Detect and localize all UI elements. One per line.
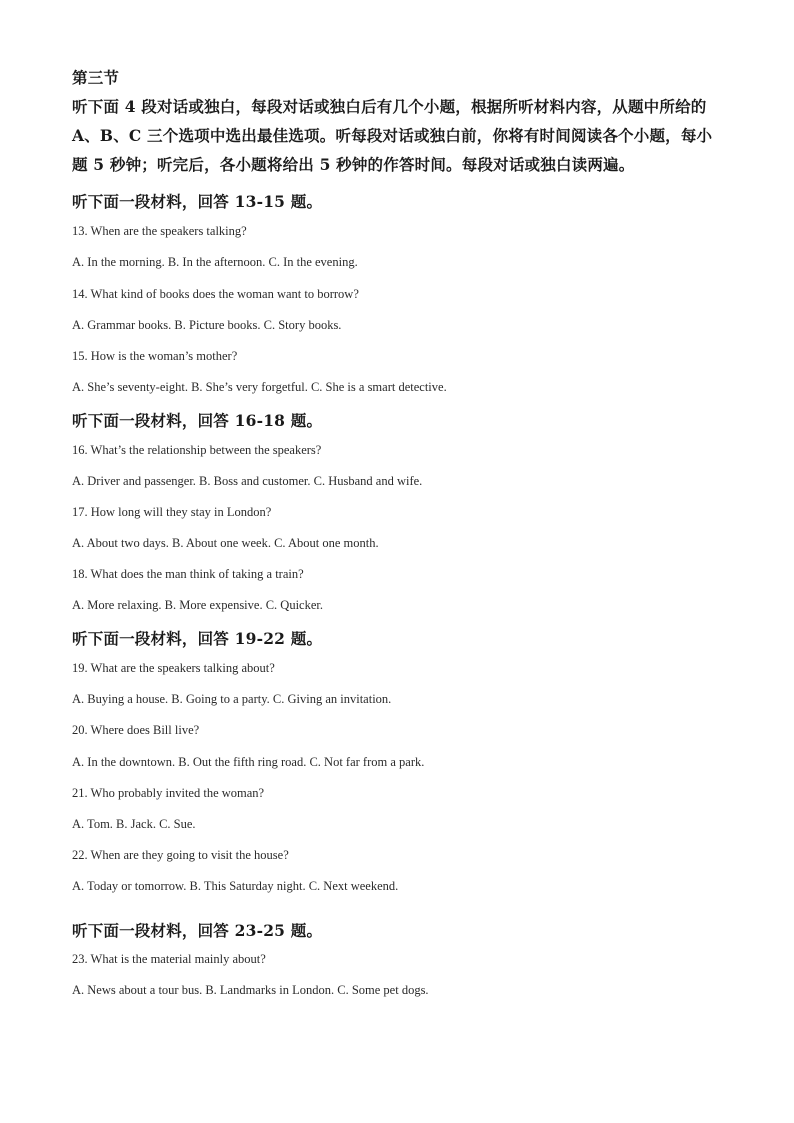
group-1-header: 听下面一段材料，回答 13-15 题。: [72, 192, 323, 211]
options-13: A. In the morning. B. In the afternoon. C. In the evening.: [72, 255, 358, 269]
question-19: 19. What are the speakers talking about?: [72, 661, 275, 675]
question-22: 22. When are they going to visit the house?: [72, 848, 289, 862]
options-21: A. Tom. B. Jack. C. Sue.: [72, 817, 196, 831]
question-13: 13. When are the speakers talking?: [72, 224, 247, 238]
options-16: A. Driver and passenger. B. Boss and customer. C. Husband and wife.: [72, 474, 423, 488]
question-23: 23. What is the material mainly about?: [72, 952, 266, 966]
question-20: 20. Where does Bill live?: [72, 723, 200, 737]
group-3-header: 听下面一段材料，回答 19-22 题。: [72, 629, 323, 648]
options-23: A. News about a tour bus. B. Landmarks in London. C. Some pet dogs.: [72, 983, 429, 997]
question-15: 15. How is the woman’s mother?: [72, 349, 238, 363]
question-18: 18. What does the man think of taking a train?: [72, 567, 304, 581]
options-20: A. In the downtown. B. Out the fifth ring road. C. Not far from a park.: [72, 755, 425, 769]
instructions-paragraph: 听下面 4 段对话或独白，每段对话或独白后有几个小题，根据所听材料内容，从题中所给的 A、B、C 三个选项中选出最佳选项。听每段对话或独白前，你将有时间阅读各个小题，每小题 5 秒钟；听完后，各小题将给出 5 秒钟的作答时间。每段对话或独白读两遍。: [72, 97, 713, 174]
options-18: A. More relaxing. B. More expensive. C. Quicker.: [72, 598, 323, 612]
section-title: 第三节: [72, 68, 120, 87]
options-22: A. Today or tomorrow. B. This Saturday night. C. Next weekend.: [72, 879, 399, 893]
question-21: 21. Who probably invited the woman?: [72, 786, 265, 800]
options-19: A. Buying a house. B. Going to a party. C. Giving an invitation.: [72, 692, 392, 706]
options-14: A. Grammar books. B. Picture books. C. Story books.: [72, 318, 342, 332]
question-17: 17. How long will they stay in London?: [72, 505, 272, 519]
group-4-header: 听下面一段材料，回答 23-25 题。: [72, 921, 323, 940]
question-16: 16. What’s the relationship between the speakers?: [72, 443, 322, 457]
question-14: 14. What kind of books does the woman want to borrow?: [72, 287, 359, 301]
options-15: A. She’s seventy-eight. B. She’s very forgetful. C. She is a smart detective.: [72, 380, 447, 394]
options-17: A. About two days. B. About one week. C. About one month.: [72, 536, 379, 550]
group-2-header: 听下面一段材料，回答 16-18 题。: [72, 411, 323, 430]
